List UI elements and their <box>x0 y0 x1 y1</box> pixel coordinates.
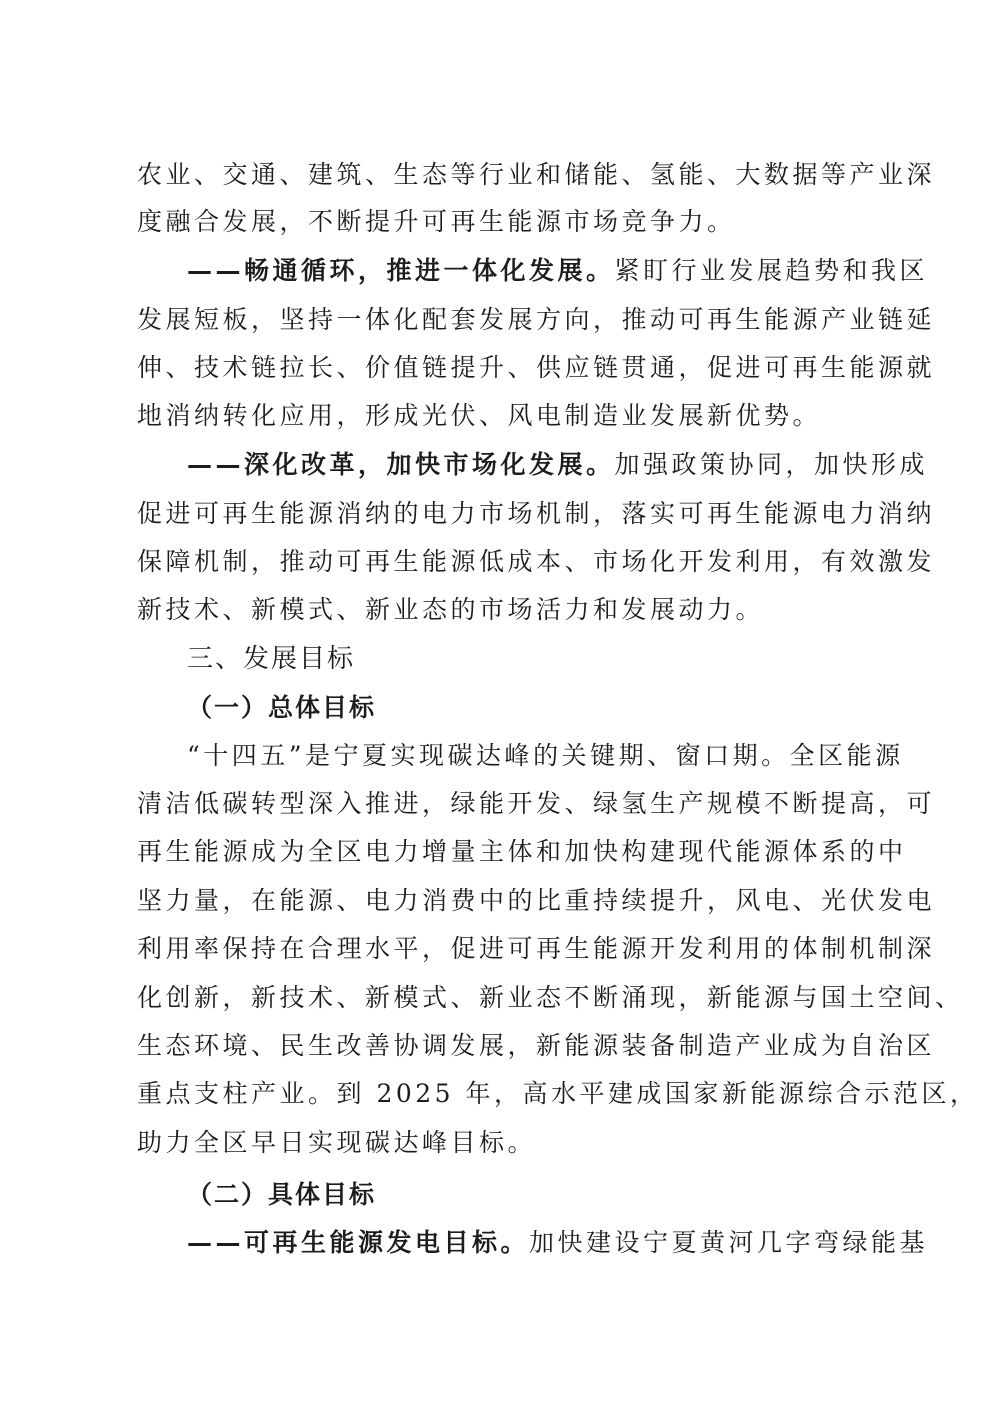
body-text-line: 地消纳转化应用，形成光伏、风电制造业发展新优势。 <box>137 401 822 430</box>
paragraph-lead: ——可再生能源发电目标。 <box>187 1228 530 1257</box>
body-text-line: 生态环境、民生改善协调发展，新能源装备制造产业成为自治区 <box>137 1031 936 1060</box>
body-text-line: 度融合发展，不断提升可再生能源市场竞争力。 <box>137 207 736 236</box>
body-text: 紧盯行业发展趋势和我区 <box>614 256 929 285</box>
body-text-line: 清洁低碳转型深入推进，绿能开发、绿氢生产规模不断提高，可 <box>137 789 936 818</box>
paragraph-first-line <box>187 448 929 482</box>
body-text-line: 农业、交通、建筑、生态等行业和储能、氢能、大数据等产业深 <box>137 160 936 189</box>
body-text-line: 助力全区早日实现碳达峰目标。 <box>137 1128 537 1157</box>
body-text-line: 坚力量，在能源、电力消费中的比重持续提升，风电、光伏发电 <box>137 886 936 915</box>
body-text-line: 利用率保持在合理水平，促进可再生能源开发利用的体制机制深 <box>137 934 936 963</box>
paragraph-first-line <box>187 1226 929 1260</box>
body-text-line: 促进可再生能源消纳的电力市场机制，落实可再生能源电力消纳 <box>137 499 936 528</box>
body-text: 加快建设宁夏黄河几字弯绿能基 <box>529 1228 929 1257</box>
body-text-line: 发展短板，坚持一体化配套发展方向，推动可再生能源产业链延 <box>137 305 936 334</box>
paragraph-lead: ——畅通循环，推进一体化发展。 <box>187 256 615 285</box>
body-text-line: 化创新，新技术、新模式、新业态不断涌现，新能源与国土空间、 <box>137 983 964 1012</box>
paragraph-lead: ——深化改革，加快市场化发展。 <box>187 450 615 479</box>
paragraph-first-line <box>187 254 929 288</box>
body-text-line: 再生能源成为全区电力增量主体和加快构建现代能源体系的中 <box>137 837 907 866</box>
body-text-line: 重点支柱产业。到 2025 年，高水平建成国家新能源综合示范区， <box>137 1079 979 1108</box>
body-text-line: 伸、技术链拉长、价值链提升、供应链贯通，促进可再生能源就 <box>137 353 936 382</box>
subsection-heading: （二）具体目标 <box>187 1180 377 1209</box>
subsection-heading: （一）总体目标 <box>187 693 377 722</box>
body-text-line: 保障机制，推动可再生能源低成本、市场化开发利用，有效激发 <box>137 547 936 576</box>
body-text-line: 新技术、新模式、新业态的市场活力和发展动力。 <box>137 595 765 624</box>
section-heading: 三、发展目标 <box>187 644 356 674</box>
body-text: 加强政策协同，加快形成 <box>614 450 929 479</box>
paragraph-first-line: “十四五”是宁夏实现碳达峰的关键期、窗口期。全区能源 <box>187 741 904 770</box>
